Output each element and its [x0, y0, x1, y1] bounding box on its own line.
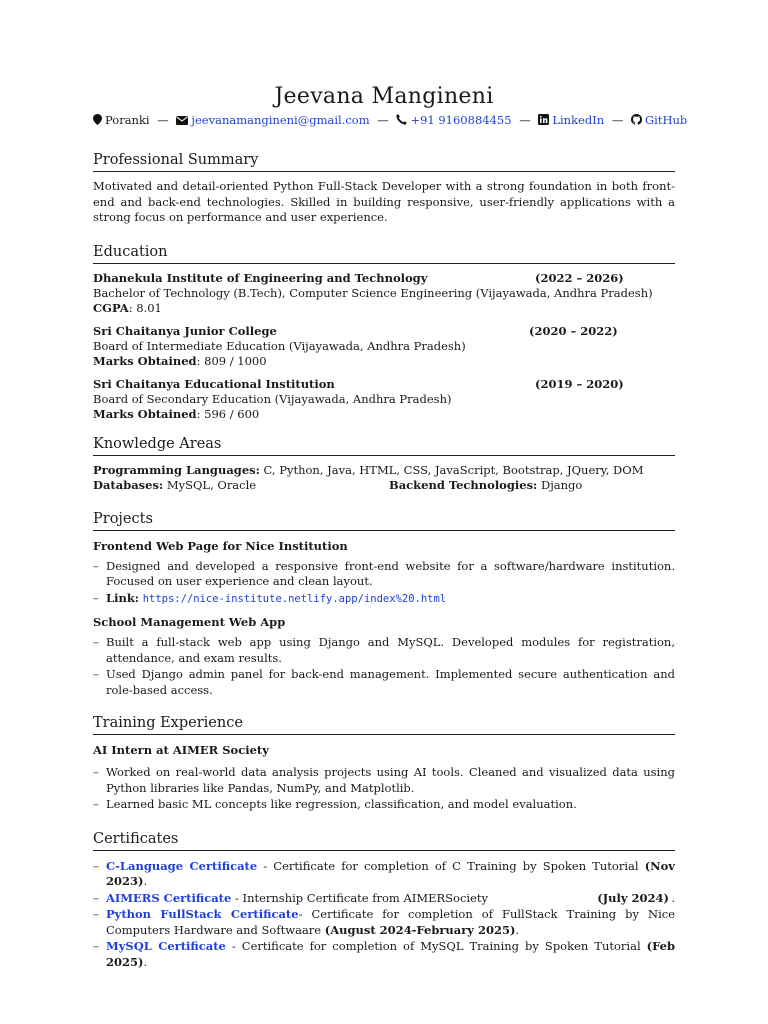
phone-link[interactable]: +91 9160884455 [410, 113, 512, 127]
location-pin-icon [93, 114, 102, 129]
list-item [93, 891, 675, 907]
phone-icon [396, 114, 407, 129]
github-icon [631, 114, 642, 129]
backend-label: Backend Technologies: [389, 477, 538, 492]
certificate-link[interactable]: C-Language Certificate [106, 858, 258, 873]
training-bullets [93, 765, 675, 813]
period: . [671, 890, 675, 905]
period: . [143, 874, 148, 888]
certificate-link[interactable]: AIMERS Certificate [106, 890, 232, 905]
education-date: (2022 – 2026) [535, 270, 624, 285]
score-label: Marks Obtained [93, 406, 197, 421]
certificate-desc: - Certificate for completion of MySQL Training by Spoken Tutorial [225, 939, 647, 953]
separator: — [377, 113, 389, 127]
languages-label: Programming Languages: [93, 462, 260, 477]
certificates-section [93, 830, 675, 971]
envelope-icon [176, 114, 188, 129]
databases-line [93, 478, 675, 493]
period: . [515, 922, 520, 937]
separator: — [519, 113, 531, 127]
certificate-desc: - Internship Certificate from AIMERSociety [231, 890, 489, 905]
github-link[interactable]: GitHub [644, 113, 688, 127]
list-item [93, 907, 675, 938]
section-title-summary: Professional Summary [93, 151, 675, 172]
education-date: (2020 – 2022) [529, 323, 618, 338]
list-item [93, 591, 675, 608]
location-text: Poranki [105, 113, 150, 127]
languages-line [93, 463, 675, 478]
certificate-date: (Nov 2023) [106, 858, 675, 888]
project-bullets [93, 559, 675, 608]
section-title-training: Training Experience [93, 714, 675, 735]
certificate-desc: - Certificate for completion of FullStack Training by Nice Computers Hardware and Softwaare [106, 907, 675, 937]
projects-section [93, 510, 675, 699]
project-title: School Management Web App [93, 615, 286, 629]
education-entry [93, 271, 675, 316]
summary-section [93, 151, 675, 226]
knowledge-section [93, 435, 675, 493]
section-title-certificates: Certificates [93, 830, 675, 851]
separator: — [611, 113, 624, 127]
certificate-desc: - Certificate for completion of C Training by Spoken Tutorial [257, 858, 645, 873]
degree-text: Board of Secondary Education (Vijayawada, Andhra Pradesh) [93, 391, 452, 406]
certificate-date: (Feb 2025) [106, 939, 675, 969]
score-value: : 8.01 [128, 300, 162, 315]
backend-value: Django [537, 477, 583, 492]
section-title-education: Education [93, 243, 675, 264]
score-line [93, 301, 675, 316]
list-item: – Built a full-stack web app using Django and MySQL. Developed modules for registration, attendance, and exam results. [93, 635, 675, 666]
training-section [93, 714, 675, 813]
backend-line [389, 478, 582, 493]
summary-text: Motivated and detail-oriented Python Full-Stack Developer with a strong foundation in both front-end and back-end technologies. Skilled in building responsive, user-friendly applications with a strong focus on performance and user experience. [93, 179, 675, 224]
institution-name: Sri Chaitanya Junior College [93, 323, 277, 338]
training-role: AI Intern at AIMER Society [93, 743, 269, 757]
list-item: – Used Django admin panel for back-end management. Implemented secure authentication and role-based access. [93, 667, 675, 698]
list-item: – Learned basic ML concepts like regression, classification, and model evaluation. [93, 797, 675, 813]
education-entry [93, 324, 675, 369]
list-item: – Designed and developed a responsive front-end website for a software/hardware institution. Focused on user experience and clean layout. [93, 559, 675, 590]
certificate-date: (July 2024) [597, 890, 669, 905]
project-bullets [93, 635, 675, 698]
resume-page [93, 84, 688, 976]
education-date: (2019 – 2020) [535, 376, 624, 391]
score-value: : 809 / 1000 [196, 353, 267, 368]
degree-text: Bachelor of Technology (B.Tech), Computer Science Engineering (Vijayawada, Andhra Pradesh) [93, 285, 653, 300]
contact-line [93, 113, 688, 129]
institution-name: Sri Chaitanya Educational Institution [93, 376, 335, 391]
list-item [93, 939, 675, 970]
linkedin-icon [538, 114, 549, 129]
section-title-projects: Projects [93, 510, 675, 531]
certificate-link[interactable]: MySQL Certificate [106, 939, 226, 953]
score-line [93, 354, 675, 369]
institution-name: Dhanekula Institute of Engineering and Technology [93, 270, 428, 285]
certificate-list [93, 859, 675, 971]
languages-value: C, Python, Java, HTML, CSS, JavaScript, Bootstrap, JQuery, DOM [259, 462, 644, 477]
degree-text: Board of Intermediate Education (Vijayawada, Andhra Pradesh) [93, 338, 466, 353]
certificate-date: (August 2024-February 2025) [324, 922, 516, 937]
score-label: CGPA [93, 300, 129, 315]
link-label: Link: [106, 590, 140, 605]
project-link[interactable]: https://nice-institute.netlify.app/index%20.html [142, 592, 447, 605]
list-item [93, 859, 675, 890]
score-line [93, 407, 675, 422]
project-title: Frontend Web Page for Nice Institution [93, 538, 348, 553]
education-section [93, 243, 675, 422]
certificate-link[interactable]: Python FullStack Certificate [106, 907, 299, 921]
databases-value: MySQL, Oracle [163, 477, 257, 492]
email-link[interactable]: jeevanamangineni@gmail.com [191, 113, 370, 127]
section-title-knowledge: Knowledge Areas [93, 435, 675, 456]
period: . [143, 954, 148, 969]
score-label: Marks Obtained [93, 353, 197, 368]
databases-label: Databases: [93, 477, 164, 492]
linkedin-link[interactable]: LinkedIn [552, 113, 605, 127]
education-entry [93, 377, 675, 422]
separator: — [157, 113, 169, 127]
candidate-name: Jeevana Mangineni [274, 84, 494, 109]
score-value: : 596 / 600 [196, 406, 260, 421]
list-item: – Worked on real-world data analysis projects using AI tools. Cleaned and visualized data using Python libraries like Pandas, NumPy, and Matplotlib. [93, 765, 675, 796]
